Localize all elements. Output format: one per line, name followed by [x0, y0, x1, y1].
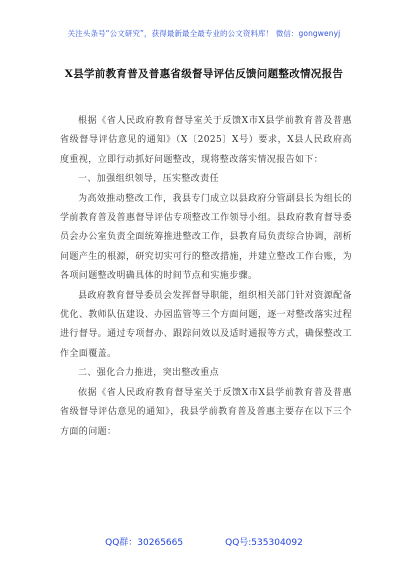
footer-contact [0, 535, 408, 548]
paragraph-supervision: 县政府教育督导委员会发挥督导职能，组织相关部门针对资源配备优化、教师队伍建设、办园监管等三个方面问题，逐一对整改落实过程进行督导。通过专项督办、跟踪问效以及适时通报等方式，确保整改工作全面覆盖。 [60, 290, 352, 359]
paragraph-problems: 依据《省人民政府教育督导室关于反馈X市X县学前教育普及普惠省级督导评估意见的通知》，我县学前教育普及普惠主要存在以下三个方面的问题： [60, 387, 352, 437]
header-banner: 关注头条号“公文研究”，获得最新最全最专业的公文资料库！ 微信：gongwenyj [67, 29, 341, 38]
document-title: X县学前教育普及普惠省级督导评估反馈问题整改情况报告 [64, 68, 344, 80]
qq-number: QQ号:535304092 [225, 538, 303, 548]
document-body [60, 112, 352, 442]
paragraph-intro: 根据《省人民政府教育督导室关于反馈X市X县学前教育普及普惠省级督导评估意见的通知》（X〔2025〕X号）要求，X县人民政府高度重视，立即行动抓好问题整改，现将整改落实情况报告如下： [60, 116, 352, 165]
qq-group: QQ群：30265665 [105, 538, 184, 548]
paragraph-leadership: 为高效推动整改工作，我县专门成立以县政府分管副县长为组长的学前教育普及普惠督导评估专项整改工作领导小组。县政府教育督导委员会办公室负责全面统筹推进整改工作，县教育局负责综合协调，剖析问题产生的根源，研究切实可行的整改措施，并建立整改工作台账，为各项问题整改明确具体的时间节点和实施步骤。 [60, 193, 352, 282]
section-heading-1: 一、加强组织领导，压实整改责任 [78, 174, 220, 185]
section-heading-2: 二、强化合力推进，突出整改重点 [78, 368, 220, 379]
